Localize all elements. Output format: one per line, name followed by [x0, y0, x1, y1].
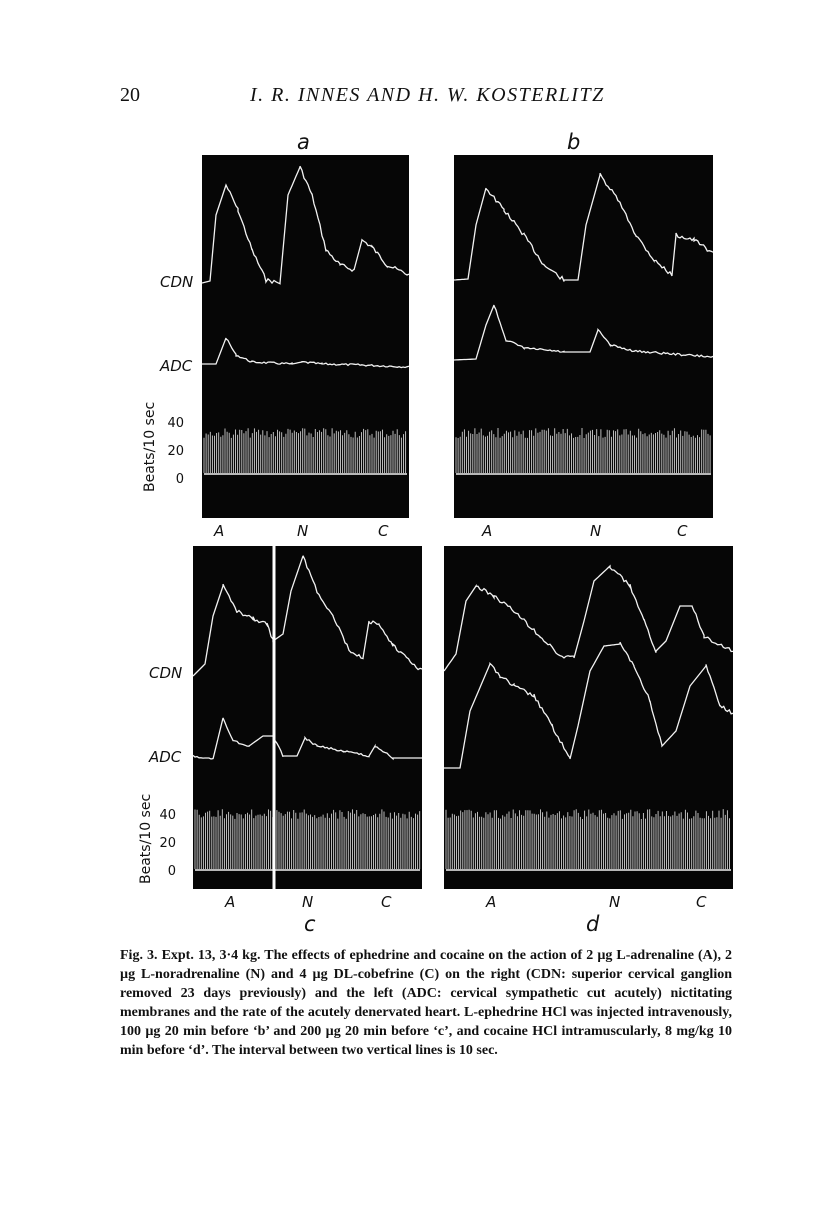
trace-label-adc-top: ADC — [160, 357, 193, 375]
panel-d-recording — [444, 546, 733, 889]
drug-mark-a-panel-a: A — [214, 522, 225, 540]
figure-caption — [120, 946, 732, 1060]
panel-c-background — [193, 546, 422, 889]
trace-label-cdn-top: CDN — [160, 273, 194, 291]
drug-mark-c-panel-a: C — [378, 522, 389, 540]
panel-c-recording — [193, 546, 422, 889]
tick-0-top: 0 — [175, 472, 184, 487]
page-number: 20 — [120, 84, 140, 106]
tick-20-bottom: 20 — [159, 836, 176, 851]
drug-mark-c-panel-d: C — [696, 893, 707, 911]
drug-mark-a-panel-d: A — [486, 893, 497, 911]
drug-mark-n-panel-a: N — [297, 522, 309, 540]
drug-mark-n-panel-b: N — [590, 522, 602, 540]
drug-mark-n-panel-d: N — [609, 893, 621, 911]
tick-40-bottom: 40 — [159, 808, 176, 823]
caption-label: Fig. 3. — [120, 948, 158, 963]
trace-label-cdn-bottom: CDN — [149, 664, 183, 682]
tick-40-top: 40 — [167, 416, 184, 431]
axis-title-bottom: Beats/10 sec — [138, 793, 154, 884]
drug-mark-c-panel-b: C — [677, 522, 688, 540]
panel-a-recording — [202, 155, 409, 518]
panel-letter-d: d — [586, 912, 600, 936]
drug-mark-n-panel-c: N — [302, 893, 314, 911]
drug-mark-c-panel-c: C — [381, 893, 392, 911]
running-head: I. R. INNES AND H. W. KOSTERLITZ — [250, 84, 605, 106]
panel-letter-c: c — [304, 912, 316, 936]
panel-b-recording — [454, 155, 713, 518]
tick-0-bottom: 0 — [167, 864, 176, 879]
panel-letter-a: a — [297, 130, 310, 154]
drug-mark-a-panel-c: A — [225, 893, 236, 911]
drug-mark-a-panel-b: A — [482, 522, 493, 540]
caption-text: Expt. 13, 3·4 kg. The effects of ephedrine and cocaine on the action of 2 µg L-adrenaline (A), 2 µg L-noradrenaline (N) and 4 µg DL-cobefrine (C) on the right (CDN: superior cervical ganglion removed 23 days previously) and the left (ADC: cervical sympathetic cut acutely) nictitating membranes and the rate of the acutely denervated heart. L-ephedrine HCl was injected intravenously, 100 µg 20 min before ‘b’ and 200 µg 20 min before ‘c’, and cocaine HCl intramuscularly, 8 mg/kg 10 min before ‘d’. The interval between two vertical lines is 10 sec. — [120, 948, 732, 1058]
panel-letter-b: b — [567, 130, 581, 154]
tick-20-top: 20 — [167, 444, 184, 459]
axis-title-top: Beats/10 sec — [142, 401, 158, 492]
trace-label-adc-bottom: ADC — [149, 748, 182, 766]
